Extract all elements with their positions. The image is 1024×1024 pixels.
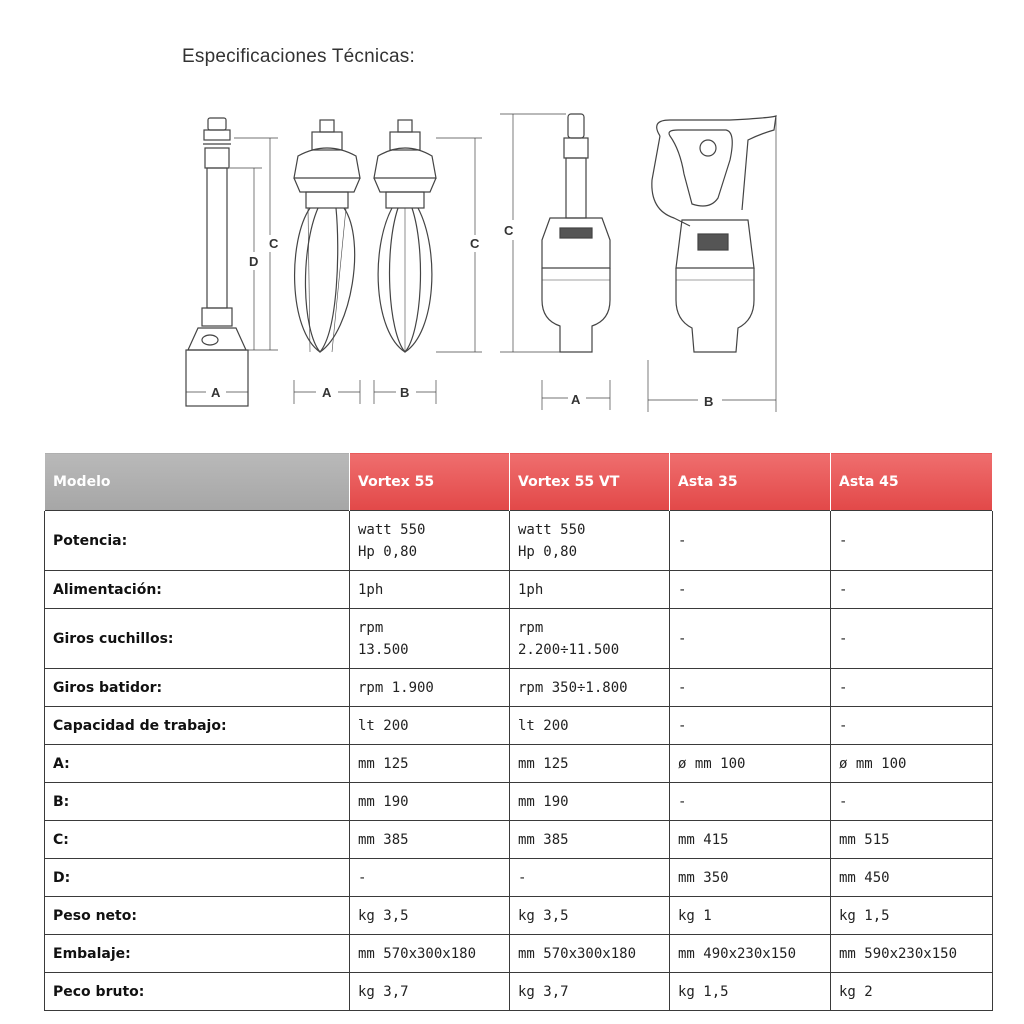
table-cell	[670, 511, 831, 571]
cell-value: mm 450	[839, 869, 890, 886]
table-cell	[831, 669, 993, 707]
cell-value: ø mm 100	[839, 755, 907, 772]
row-label: A:	[45, 745, 350, 783]
table-cell	[510, 609, 670, 669]
table-cell	[510, 511, 670, 571]
cell-value: -	[518, 869, 527, 886]
cell-value: lt 200	[358, 717, 409, 734]
shaft-drawing	[186, 118, 278, 406]
row-label: Giros cuchillos:	[45, 609, 350, 669]
cell-value: -	[678, 532, 687, 549]
header-model-name: Asta 45	[831, 453, 993, 511]
table-cell	[670, 745, 831, 783]
cell-value: mm 350	[678, 869, 729, 886]
table-cell	[670, 897, 831, 935]
cell-value: mm 415	[678, 831, 729, 848]
cell-value: rpm	[518, 619, 544, 636]
table-cell	[350, 511, 510, 571]
cell-value: mm 385	[518, 831, 569, 848]
cell-value: 1ph	[358, 581, 384, 598]
table-cell	[350, 571, 510, 609]
table-cell	[670, 669, 831, 707]
table-row	[45, 859, 993, 897]
technical-drawing	[170, 100, 800, 420]
header-model: Modelo	[45, 453, 350, 511]
table-row	[45, 897, 993, 935]
table-row	[45, 973, 993, 1011]
row-label: Giros batidor:	[45, 669, 350, 707]
cell-value: kg 3,7	[358, 983, 409, 1000]
cell-value: mm 385	[358, 831, 409, 848]
motor-side-drawing	[648, 116, 776, 412]
cell-value: -	[839, 679, 848, 696]
table-header-row	[45, 453, 993, 511]
cell-value: -	[839, 581, 848, 598]
table-cell	[510, 745, 670, 783]
row-label: Capacidad de trabajo:	[45, 707, 350, 745]
table-row	[45, 935, 993, 973]
table-cell	[350, 783, 510, 821]
dim-label-c: C	[504, 223, 514, 238]
cell-value: mm 190	[358, 793, 409, 810]
header-model-name: Asta 35	[670, 453, 831, 511]
table-cell	[670, 935, 831, 973]
table-cell	[510, 669, 670, 707]
table-cell	[670, 707, 831, 745]
cell-value: -	[678, 793, 687, 810]
whisk-side-drawing	[374, 120, 482, 404]
cell-value: kg 2	[839, 983, 873, 1000]
cell-value: -	[678, 679, 687, 696]
table-cell	[670, 609, 831, 669]
table-cell	[350, 669, 510, 707]
cell-value: rpm	[358, 619, 384, 636]
table-cell	[831, 707, 993, 745]
table-cell	[510, 571, 670, 609]
table-cell	[670, 859, 831, 897]
cell-value: kg 3,7	[518, 983, 569, 1000]
row-label: Peco bruto:	[45, 973, 350, 1011]
table-cell	[831, 571, 993, 609]
cell-value: kg 3,5	[518, 907, 569, 924]
cell-value: -	[839, 717, 848, 734]
cell-value: 13.500	[358, 641, 409, 658]
dim-label-a: A	[211, 385, 221, 400]
table-cell	[350, 859, 510, 897]
table-cell	[350, 897, 510, 935]
dim-label-b: B	[704, 394, 714, 409]
cell-value: rpm 350÷1.800	[518, 679, 628, 696]
table-row	[45, 669, 993, 707]
row-label: Alimentación:	[45, 571, 350, 609]
table-cell	[350, 609, 510, 669]
header-model-name: Vortex 55 VT	[510, 453, 670, 511]
table-cell	[510, 707, 670, 745]
table-cell	[510, 859, 670, 897]
cell-value: mm 590x230x150	[839, 945, 958, 962]
cell-value: -	[358, 869, 367, 886]
row-label: Embalaje:	[45, 935, 350, 973]
cell-value: mm 570x300x180	[518, 945, 637, 962]
row-label: Potencia:	[45, 511, 350, 571]
table-cell	[670, 973, 831, 1011]
cell-value: -	[839, 532, 848, 549]
cell-value: mm 490x230x150	[678, 945, 797, 962]
table-row	[45, 511, 993, 571]
table-cell	[831, 783, 993, 821]
dim-label-a: A	[322, 385, 332, 400]
dim-label-c: C	[269, 236, 279, 251]
table-cell	[350, 707, 510, 745]
cell-value: -	[839, 630, 848, 647]
cell-value: ø mm 100	[678, 755, 746, 772]
table-cell	[510, 897, 670, 935]
dim-label-a: A	[571, 392, 581, 407]
row-label: Peso neto:	[45, 897, 350, 935]
cell-value: watt 550	[518, 521, 586, 538]
table-cell	[831, 897, 993, 935]
table-cell	[670, 783, 831, 821]
table-cell	[831, 609, 993, 669]
cell-value: kg 1,5	[839, 907, 890, 924]
table-cell	[831, 935, 993, 973]
dim-label-d: D	[249, 254, 259, 269]
table-cell	[670, 821, 831, 859]
table-row	[45, 609, 993, 669]
cell-value: mm 125	[358, 755, 409, 772]
cell-value: watt 550	[358, 521, 426, 538]
cell-value: 2.200÷11.500	[518, 641, 620, 658]
whisk-front-drawing	[294, 120, 360, 404]
table-cell	[510, 973, 670, 1011]
cell-value: mm 570x300x180	[358, 945, 477, 962]
cell-value: -	[678, 630, 687, 647]
table-cell	[670, 571, 831, 609]
cell-value: -	[678, 581, 687, 598]
cell-value: rpm 1.900	[358, 679, 434, 696]
table-cell	[831, 859, 993, 897]
page-title: Especificaciones Técnicas:	[182, 46, 415, 67]
table-cell	[831, 821, 993, 859]
specifications-table	[44, 452, 993, 1011]
table-cell	[831, 511, 993, 571]
row-label: C:	[45, 821, 350, 859]
cell-value: lt 200	[518, 717, 569, 734]
table-cell	[510, 783, 670, 821]
dim-label-c: C	[470, 236, 480, 251]
table-row	[45, 821, 993, 859]
table-cell	[510, 821, 670, 859]
table-row	[45, 571, 993, 609]
table-cell	[831, 745, 993, 783]
cell-value: -	[678, 717, 687, 734]
header-model-name: Vortex 55	[350, 453, 510, 511]
table-cell	[510, 935, 670, 973]
cell-value: mm 125	[518, 755, 569, 772]
cell-value: -	[839, 793, 848, 810]
table-cell	[350, 745, 510, 783]
cell-value: mm 515	[839, 831, 890, 848]
dim-label-b: B	[400, 385, 410, 400]
table-row	[45, 783, 993, 821]
row-label: D:	[45, 859, 350, 897]
cell-value: Hp 0,80	[358, 543, 418, 560]
motor-front-drawing	[500, 114, 610, 410]
cell-value: kg 1	[678, 907, 712, 924]
cell-value: kg 3,5	[358, 907, 409, 924]
table-row	[45, 707, 993, 745]
cell-value: 1ph	[518, 581, 544, 598]
table-row	[45, 745, 993, 783]
table-cell	[350, 973, 510, 1011]
table-cell	[831, 973, 993, 1011]
table-cell	[350, 935, 510, 973]
cell-value: mm 190	[518, 793, 569, 810]
row-label: B:	[45, 783, 350, 821]
cell-value: kg 1,5	[678, 983, 729, 1000]
cell-value: Hp 0,80	[518, 543, 578, 560]
table-cell	[350, 821, 510, 859]
